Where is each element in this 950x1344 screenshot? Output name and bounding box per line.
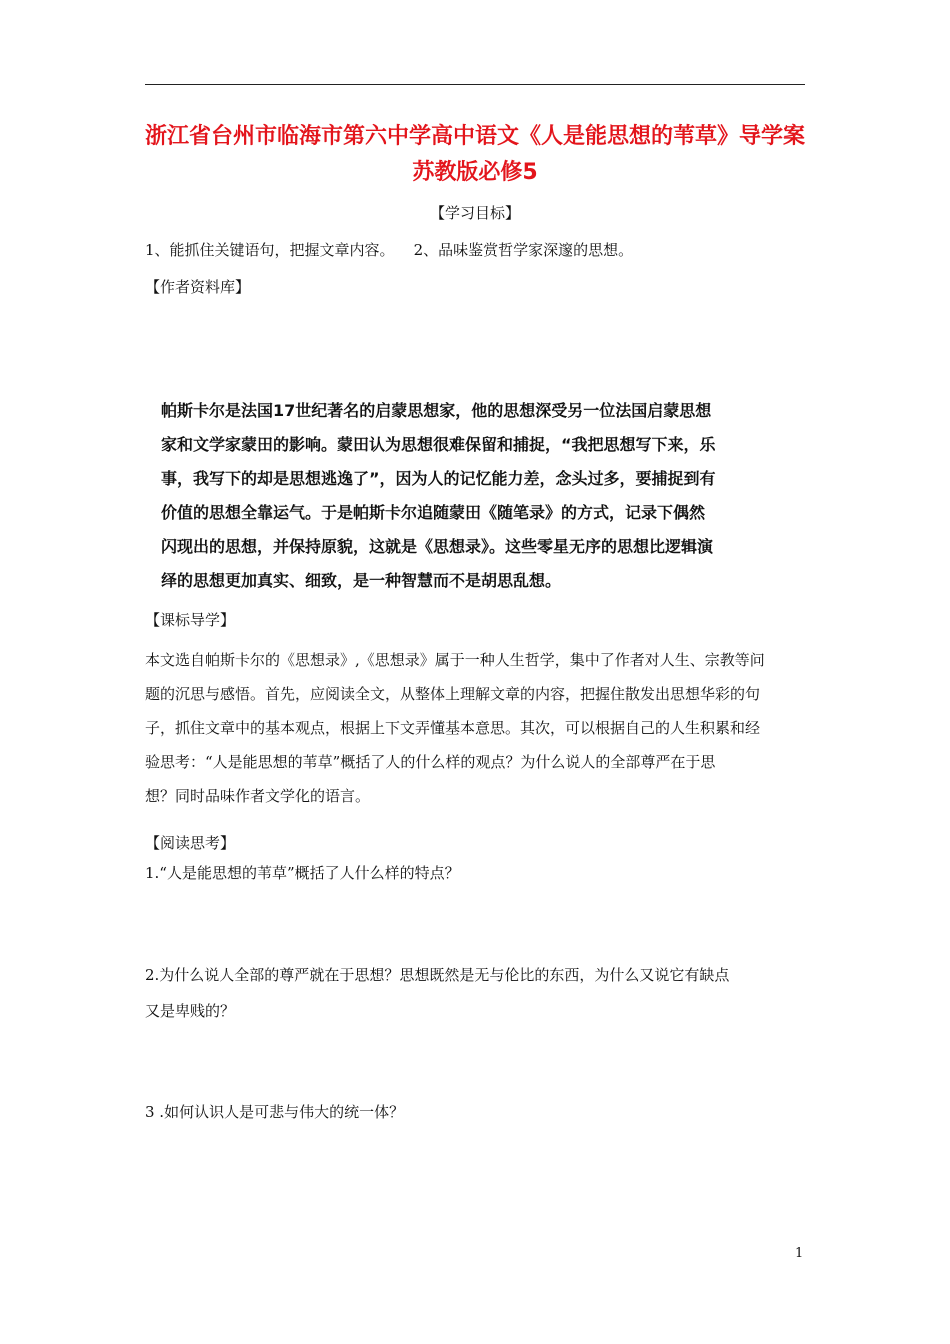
document-title-line1: 浙江省台州市临海市第六中学高中语文《人是能思想的苇草》导学案	[145, 124, 806, 149]
question-1: 1.“人是能思想的苇草”概括了人什么样的特点？	[145, 864, 460, 882]
question-2-line2: 又是卑贱的？	[145, 1002, 236, 1020]
question-3: 3 .如何认识人是可悲与伟大的统一体？	[145, 1103, 405, 1121]
guide-line: 本文选自帕斯卡尔的《思想录》,《思想录》属于一种人生哲学，集中了作者对人生、宗教等问	[145, 651, 765, 669]
reading-heading: 【阅读思考】	[145, 834, 236, 852]
author-heading: 【作者资料库】	[145, 278, 251, 296]
author-bio-line: 帕斯卡尔是法国17世纪著名的启蒙思想家，他的思想深受另一位法国启蒙思想	[161, 401, 712, 420]
guide-line: 子，抓住文章中的基本观点，根据上下文弄懂基本意思。其次，可以根据自己的人生积累和经	[145, 719, 761, 737]
author-bio-line: 家和文学家蒙田的影响。蒙田认为思想很难保留和捕捉，“我把思想写下来，乐	[161, 435, 716, 454]
author-bio	[161, 394, 771, 598]
author-bio-line: 闪现出的思想，并保持原貌，这就是《思想录》。这些零星无序的思想比逻辑演	[161, 537, 714, 556]
guide-line: 验思考：“人是能思想的苇草”概括了人的什么样的观点？为什么说人的全部尊严在于思	[145, 753, 716, 771]
author-bio-line: 绎的思想更加真实、细致，是一种智慧而不是胡思乱想。	[161, 571, 562, 590]
objectives-heading: 【学习目标】	[429, 204, 520, 222]
page-number: 1	[795, 1246, 804, 1261]
guide-paragraph	[145, 643, 810, 813]
guide-line: 想？同时品味作者文学化的语言。	[145, 787, 371, 805]
question-2-line1: 2.为什么说人全部的尊严就在于思想？思想既然是无与伦比的东西，为什么又说它有缺点	[145, 966, 730, 984]
document-title-line2: 苏教版必修5	[412, 160, 538, 185]
guide-line: 题的沉思与感悟。首先，应阅读全文，从整体上理解文章的内容，把握住散发出思想华彩的句	[145, 685, 761, 703]
header-rule	[145, 84, 805, 85]
guide-heading: 【课标导学】	[145, 611, 236, 629]
author-bio-line: 价值的思想全靠运气。于是帕斯卡尔追随蒙田《随笔录》的方式，记录下偶然	[161, 503, 706, 522]
author-bio-line: 事，我写下的却是思想逃逸了”，因为人的记忆能力差，念头过多，要捕捉到有	[161, 469, 716, 488]
objectives-items: 1、能抓住关键语句，把握文章内容。 2、品味鉴赏哲学家深邃的思想。	[145, 241, 634, 259]
